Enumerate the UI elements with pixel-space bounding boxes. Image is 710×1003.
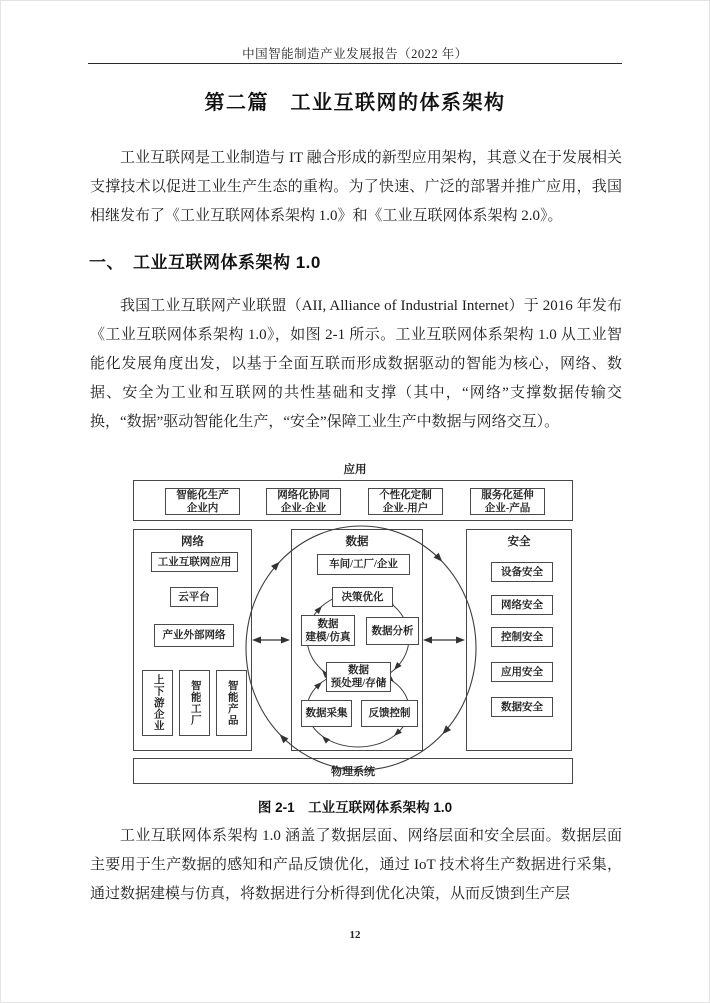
application-layer-label: 应用 [343,464,367,476]
data-feedback-box: 反馈控制 [361,700,418,727]
section-heading: 一、 工业互联网体系架构 1.0 [89,253,321,272]
application-item [470,488,545,515]
network-data-arrow [252,637,290,644]
security-item: 设备安全 [491,562,553,582]
security-item: 控制安全 [491,627,553,647]
paragraph-coverage: 工业互联网体系架构 1.0 涵盖了数据层面、网络层面和安全层面。数据层面主要用于生产数据的感知和产品反馈优化，通过 IoT 技术将生产数据进行采集，通过数据建模与仿真，将数据进行分析得到优化决策，从而反馈到生产层 [90,828,622,902]
data-workshop-box: 车间/工厂/企业 [317,554,410,575]
data-decision-box: 决策优化 [332,587,393,607]
application-item-scope: 企业-企业 [280,502,327,514]
security-section-label: 安全 [507,536,531,548]
network-section [133,529,252,751]
application-item-title: 服务化延伸 [481,489,534,501]
data-preprocess-line2: 预处理/存储 [330,678,387,689]
data-modeling-line2: 建模/仿真 [305,631,351,643]
chapter-title: 第二篇 工业互联网的体系架构 [204,92,506,114]
network-vertical-item: 上下游企业 [142,670,173,736]
data-security-arrow [423,637,465,644]
network-item: 产业外部网络 [154,624,234,647]
application-item [368,488,443,515]
data-analysis-box: 数据分析 [366,617,419,645]
data-preprocess-line1: 数据 [348,665,369,676]
data-section-label: 数据 [345,536,369,548]
security-item: 应用安全 [491,662,553,682]
application-item-title: 网络化协同 [277,489,330,501]
network-vertical-item: 智能产品 [216,670,247,736]
data-section [291,529,423,751]
paragraph-intro: 工业互联网是工业制造与 IT 融合形成的新型应用架构，其意义在于发展相关支撑技术以促进工业生产生态的重构。为了快速、广泛的部署并推广应用，我国相继发布了《工业互联网体系架构 1.0》和《工业互联网体系架构 2.0》。 [90,150,622,224]
figure-caption: 图 2-1 工业互联网体系架构 1.0 [257,800,453,815]
network-vertical-item: 智能工厂 [179,670,210,736]
security-section [466,529,572,751]
application-item [266,488,341,515]
security-item: 网络安全 [491,595,553,615]
network-item: 工业互联网应用 [151,552,238,572]
physical-system-bar [133,758,573,784]
application-item-scope: 企业内 [186,502,219,514]
security-item: 数据安全 [491,697,553,717]
data-modeling-box [301,615,355,646]
paragraph-architecture: 我国工业互联网产业联盟（AII, Alliance of Industrial Internet）于 2016 年发布《工业互联网体系架构 1.0》，如图 2-1 所示。工业互联网体系架构 1.0 从工业智能化发展角度出发，以基于全面互联而形成数据驱动的智能为核心，网络、数据、安全为工业和互联网的共性基础和支撑（其中，“网络”支撑数据传输交换，“数据”驱动智能化生产，“安全”保障工业生产中数据与网络交互）。 [90,298,622,430]
application-item [165,488,240,515]
physical-system-label: 物理系统 [331,766,375,778]
application-item-scope: 企业-用户 [382,502,429,514]
data-collection-box: 数据采集 [301,700,352,727]
report-header: 中国智能制造产业发展报告（2022 年） [242,47,468,61]
network-item: 云平台 [170,587,218,607]
data-modeling-line1: 数据 [317,618,339,630]
application-layer-band [133,480,573,521]
application-item-title: 个性化定制 [379,489,432,501]
figure-architecture-diagram [131,461,579,793]
network-section-label: 网络 [181,536,204,548]
page-number: 12 [349,929,361,941]
header-rule [88,63,622,64]
application-item-scope: 企业-产品 [484,502,531,514]
application-item-title: 智能化生产 [176,489,229,501]
data-preprocess-box [326,662,391,692]
